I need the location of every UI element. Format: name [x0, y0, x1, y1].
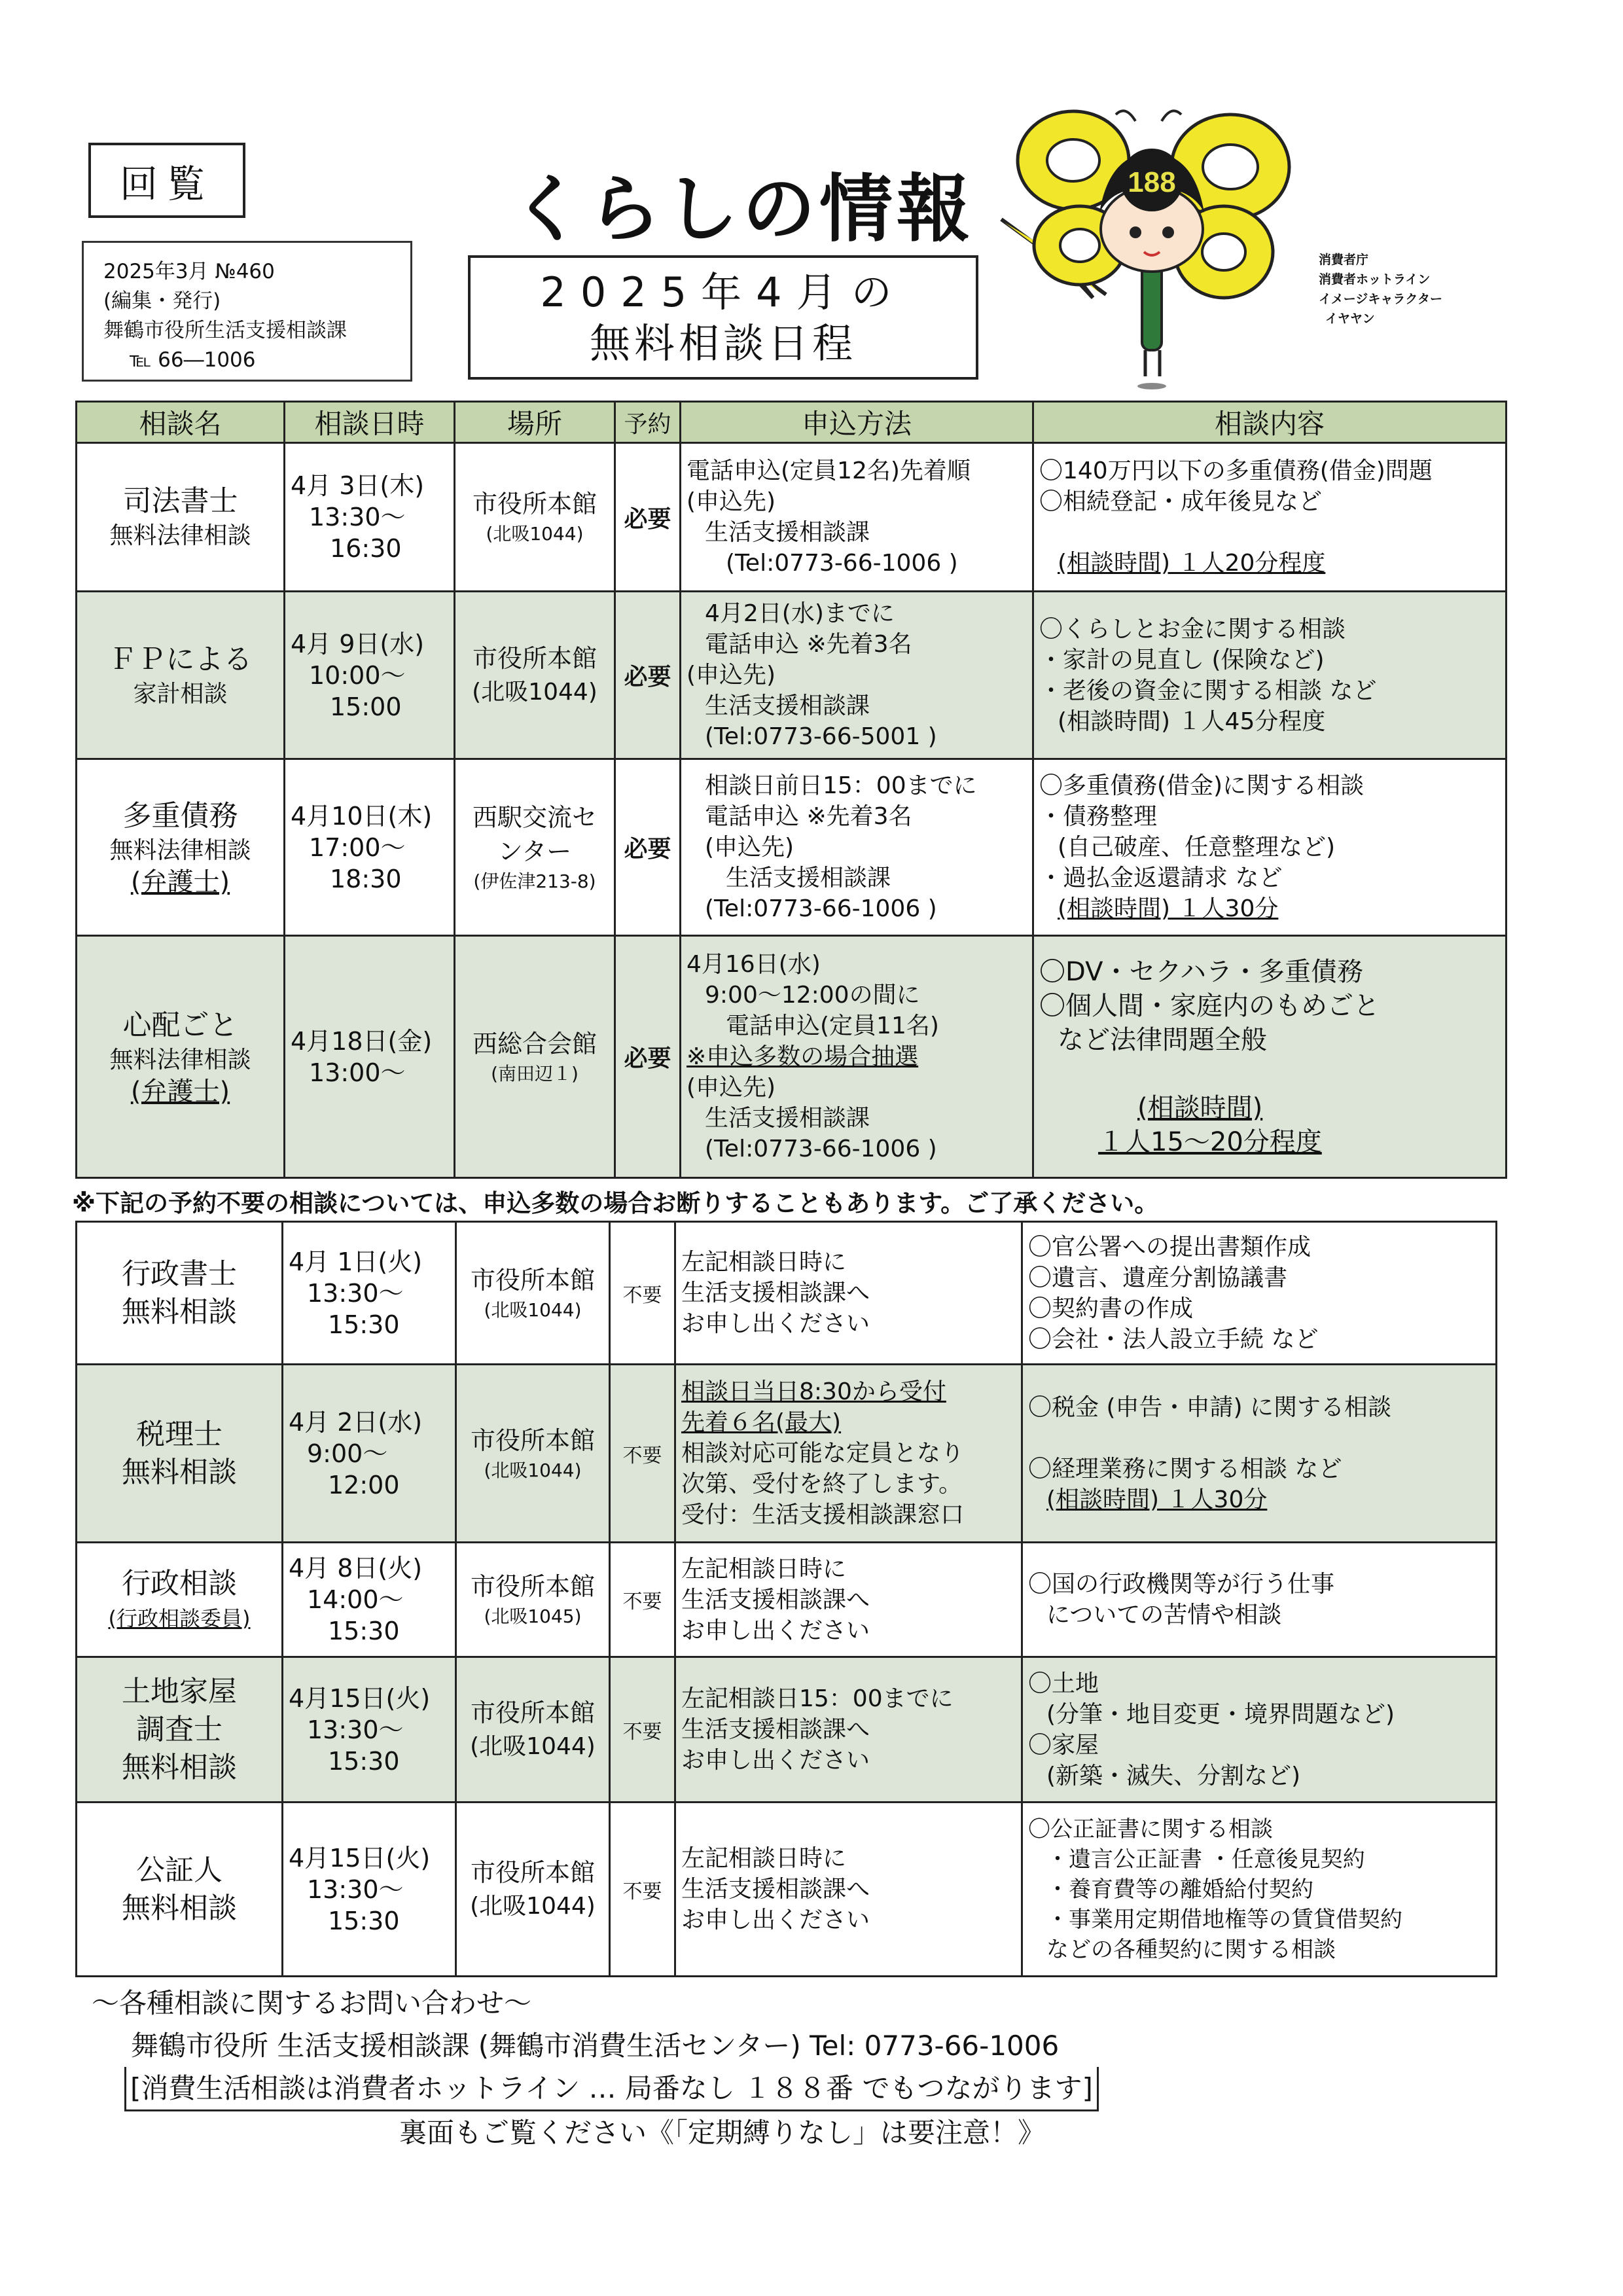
page-title: くらしの情報: [510, 167, 974, 252]
table-header-row: [77, 402, 1507, 443]
reservation-not-required: 不要: [610, 1657, 675, 1803]
reservation-required: 必要: [615, 592, 681, 759]
consult-name: 行政相談 (行政相談委員): [77, 1543, 283, 1657]
consult-name: 心配ごと 無料法律相談 (弁護士): [77, 936, 285, 1178]
footer-heading: ～各種相談に関するお問い合わせ～: [92, 1987, 532, 2019]
consult-place: 市役所本館 (北吸1044): [456, 1365, 610, 1543]
mascot-caption: [1319, 250, 1442, 329]
consult-date: 4月 8日(火) 14:00～ 15:30: [283, 1543, 456, 1657]
consult-content: 〇DV・セクハラ・多重債務 〇個人間・家庭内のもめごと など法律問題全般 (相談時間) １人15～20分程度: [1033, 936, 1507, 1178]
reservation-not-required: 不要: [610, 1365, 675, 1543]
consult-content: 〇くらしとお金に関する相談 ・家計の見直し (保険など) ・老後の資金に関する相談 など (相談時間) １人45分程度: [1033, 592, 1507, 759]
caption-line: イメージキャラクター: [1319, 292, 1443, 306]
header-reservation: 予約: [615, 402, 681, 443]
consult-date: 4月 3日(木) 13:30～ 16:30: [285, 443, 455, 592]
consult-place: 市役所本館 (北吸1044): [456, 1803, 610, 1977]
mascot-illustration: [995, 108, 1296, 389]
consult-place: 市役所本館 (北吸1044): [456, 1657, 610, 1803]
circulation-stamp: 回覧: [88, 143, 245, 218]
table-row: [77, 443, 1507, 592]
header-place: 場所: [455, 402, 615, 443]
consult-name: 税理士 無料相談: [77, 1365, 283, 1543]
consult-content: 〇官公署への提出書類作成 〇遺言、遺産分割協議書 〇契約書の作成 〇会社・法人設立手続 など: [1022, 1222, 1497, 1365]
apply-method: 左記相談日時に 生活支援相談課へ お申し出ください: [675, 1222, 1022, 1365]
issue-info-box: [82, 241, 412, 382]
consult-place: 市役所本館 (北吸1044): [456, 1222, 610, 1365]
header-date: 相談日時: [285, 402, 455, 443]
consult-place: 市役所本館 (北吸1045): [456, 1543, 610, 1657]
consult-place: 市役所本館 (北吸1044): [455, 592, 615, 759]
table-row: [77, 936, 1507, 1178]
apply-method: 相談日前日15：00までに 電話申込 ※先着3名 (申込先) 生活支援相談課 (Tel:0773-66-1006 ): [681, 759, 1033, 936]
consult-content: 〇国の行政機関等が行う仕事 についての苦情や相談: [1022, 1543, 1497, 1657]
caption-line: 消費者ホットライン: [1319, 272, 1431, 287]
consult-content: 〇税金 (申告・申請) に関する相談 〇経理業務に関する相談 など (相談時間) １人30分: [1022, 1365, 1497, 1543]
consult-date: 4月 9日(水) 10:00～ 15:00: [285, 592, 455, 759]
header-content: 相談内容: [1033, 402, 1507, 443]
table-row: [77, 1803, 1497, 1977]
mascot-badge: 188: [1128, 166, 1176, 198]
caption-line: 消費者庁: [1319, 253, 1369, 267]
apply-method: 左記相談日時に 生活支援相談課へ お申し出ください: [675, 1803, 1022, 1977]
issue-number: 2025年3月 №460: [103, 260, 275, 283]
reservation-required: 必要: [615, 443, 681, 592]
footer-contact: [92, 1982, 1099, 2154]
consult-content: 〇140万円以下の多重債務(借金)問題 〇相続登記・成年後見など (相談時間) １人20分程度: [1033, 443, 1507, 592]
apply-method: 相談日当日8:30から受付 先着６名(最大) 相談対応可能な定員となり 次第、受付を終了します。 受付：生活支援相談課窓口: [675, 1365, 1022, 1543]
apply-method: 4月16日(水) 9:00～12:00の間に 電話申込(定員11名) ※申込多数の場合抽選 (申込先) 生活支援相談課 (Tel:0773-66-1006 ): [681, 936, 1033, 1178]
apply-method: 電話申込(定員12名)先着順 (申込先) 生活支援相談課 (Tel:0773-66-1006 ): [681, 443, 1033, 592]
table-row: [77, 592, 1507, 759]
publisher-tel: ℡ 66―1006: [130, 348, 256, 372]
reservation-not-required: 不要: [610, 1543, 675, 1657]
reservation-required: 必要: [615, 936, 681, 1178]
consult-date: 4月15日(火) 13:30～ 15:30: [283, 1803, 456, 1977]
editor-label: (編集・発行): [103, 289, 221, 313]
publisher: 舞鶴市役所生活支援相談課: [103, 319, 347, 342]
table-row: [77, 1365, 1497, 1543]
walkin-schedule-table: [75, 1221, 1497, 1977]
consult-place: 西駅交流センター (伊佐津213-8): [455, 759, 615, 936]
table-row: [77, 759, 1507, 936]
consult-name: ＦＰによる 家計相談: [77, 592, 285, 759]
footer-contact-line: 舞鶴市役所 生活支援相談課 (舞鶴市消費生活センター) Tel: 0773-66-1006: [131, 2030, 1060, 2062]
consult-content: 〇土地 (分筆・地目変更・境界問題など) 〇家屋 (新築・滅失、分割など): [1022, 1657, 1497, 1803]
consult-name: 司法書士 無料法律相談: [77, 443, 285, 592]
consult-date: 4月10日(木) 17:00～ 18:30: [285, 759, 455, 936]
consult-name: 行政書士 無料相談: [77, 1222, 283, 1365]
consult-date: 4月 1日(火) 13:30～ 15:30: [283, 1222, 456, 1365]
footer-back-note: 裏面もご覧ください《「定期縛りなし」は要注意！》: [399, 2117, 1046, 2149]
consult-date: 4月18日(金) 13:00～: [285, 936, 455, 1178]
footer-hotline: [消費生活相談は消費者ホットライン … 局番なし １８８番 でもつながります]: [124, 2067, 1099, 2111]
consult-name: 土地家屋 調査士 無料相談: [77, 1657, 283, 1803]
table-row: [77, 1222, 1497, 1365]
apply-method: 左記相談日15：00までに 生活支援相談課へ お申し出ください: [675, 1657, 1022, 1803]
caption-line: イヤヤン: [1325, 312, 1375, 326]
consult-content: 〇公正証書に関する相談 ・遺言公正証書 ・任意後見契約 ・養育費等の離婚給付契約 ・事業用定期借地権等の賃貸借契約 などの各種契約に関する相談: [1022, 1803, 1497, 1977]
consult-place: 西総合会館 (南田辺１): [455, 936, 615, 1178]
reservation-not-required: 不要: [610, 1222, 675, 1365]
consult-place: 市役所本館 (北吸1044): [455, 443, 615, 592]
walkin-notice: ※下記の予約不要の相談については、申込多数の場合お断りすることもあります。ご了承ください。: [72, 1189, 1159, 1217]
reservation-required: 必要: [615, 759, 681, 936]
table-row: [77, 1657, 1497, 1803]
consult-content: 〇多重債務(借金)に関する相談 ・債務整理 (自己破産、任意整理など) ・過払金返還請求 など (相談時間) １人30分: [1033, 759, 1507, 936]
header-apply: 申込方法: [681, 402, 1033, 443]
table-row: [77, 1543, 1497, 1657]
subtitle-box: [468, 255, 978, 380]
consult-name: 多重債務 無料法律相談 (弁護士): [77, 759, 285, 936]
reservation-not-required: 不要: [610, 1803, 675, 1977]
consult-date: 4月 2日(水) 9:00～ 12:00: [283, 1365, 456, 1543]
header-name: 相談名: [77, 402, 285, 443]
subtitle-line-1: 2025年4月の: [540, 268, 906, 316]
reserved-schedule-table: [75, 401, 1507, 1179]
consult-name: 公証人 無料相談: [77, 1803, 283, 1977]
subtitle-line-2: 無料相談日程: [589, 319, 857, 367]
apply-method: 左記相談日時に 生活支援相談課へ お申し出ください: [675, 1543, 1022, 1657]
consult-date: 4月15日(火) 13:30～ 15:30: [283, 1657, 456, 1803]
apply-method: 4月2日(水)までに 電話申込 ※先着3名 (申込先) 生活支援相談課 (Tel:0773-66-5001 ): [681, 592, 1033, 759]
